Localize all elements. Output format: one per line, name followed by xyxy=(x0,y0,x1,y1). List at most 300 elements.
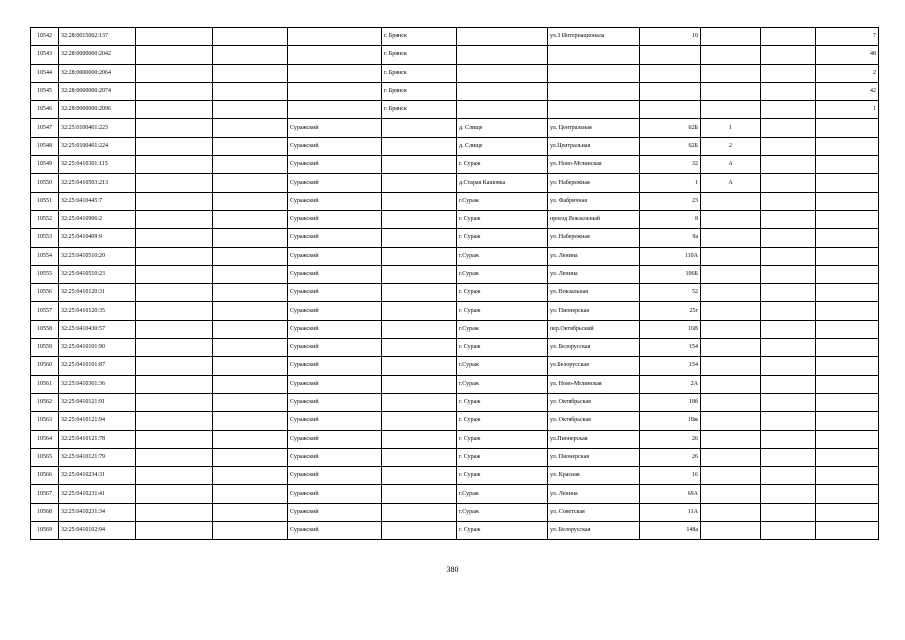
blank-cell-cell xyxy=(761,284,816,302)
cadastral-number-cell: 32:25:0410121:91 xyxy=(59,393,136,411)
apartment-number-cell xyxy=(816,412,879,430)
record-number-cell: 10568 xyxy=(31,503,59,521)
house-number-cell: 11А xyxy=(640,503,701,521)
blank-cell-cell xyxy=(213,448,288,466)
building-number-cell xyxy=(701,28,761,46)
city-cell xyxy=(382,174,457,192)
settlement-cell: г. Сураж xyxy=(457,412,548,430)
house-number-cell: 1 xyxy=(640,174,701,192)
apartment-number-cell xyxy=(816,448,879,466)
blank-cell-cell xyxy=(136,192,213,210)
building-number-cell xyxy=(701,467,761,485)
blank-cell-cell xyxy=(136,174,213,192)
city-cell xyxy=(382,522,457,540)
blank-cell-cell xyxy=(761,412,816,430)
blank-cell-cell xyxy=(136,412,213,430)
apartment-number-cell xyxy=(816,192,879,210)
house-number-cell: 9а xyxy=(640,229,701,247)
table-row xyxy=(31,192,879,210)
blank-cell-cell xyxy=(213,247,288,265)
table-row xyxy=(31,247,879,265)
blank-cell-cell xyxy=(761,101,816,119)
record-number-cell: 10560 xyxy=(31,357,59,375)
building-number-cell xyxy=(701,229,761,247)
blank-cell-cell xyxy=(136,46,213,64)
cadastral-number-cell: 32:25:0410121:79 xyxy=(59,448,136,466)
blank-cell-cell xyxy=(136,430,213,448)
settlement-cell: г.Сураж xyxy=(457,503,548,521)
blank-cell-cell xyxy=(213,101,288,119)
blank-cell-cell xyxy=(761,375,816,393)
district-cell xyxy=(288,101,382,119)
district-cell: Суражский xyxy=(288,485,382,503)
building-number-cell: 1 xyxy=(701,119,761,137)
district-cell: Суражский xyxy=(288,503,382,521)
building-number-cell xyxy=(701,522,761,540)
cadastral-number-cell: 32:25:0410301:36 xyxy=(59,375,136,393)
blank-cell-cell xyxy=(136,28,213,46)
blank-cell-cell xyxy=(213,522,288,540)
table-row xyxy=(31,393,879,411)
district-cell: Суражский xyxy=(288,393,382,411)
street-cell: ул. Фабричная xyxy=(548,192,640,210)
record-number-cell: 10546 xyxy=(31,101,59,119)
cadastral-number-cell: 32:25:0410120:31 xyxy=(59,284,136,302)
city-cell xyxy=(382,284,457,302)
record-number-cell: 10562 xyxy=(31,393,59,411)
city-cell xyxy=(382,137,457,155)
house-number-cell: 106Б xyxy=(640,265,701,283)
building-number-cell xyxy=(701,247,761,265)
city-cell xyxy=(382,503,457,521)
city-cell xyxy=(382,430,457,448)
house-number-cell: 23 xyxy=(640,192,701,210)
table-row xyxy=(31,430,879,448)
district-cell: Суражский xyxy=(288,448,382,466)
settlement-cell: г. Сураж xyxy=(457,284,548,302)
house-number-cell: 16В xyxy=(640,320,701,338)
city-cell xyxy=(382,412,457,430)
blank-cell-cell xyxy=(761,210,816,228)
cadastral-number-cell: 32:25:0100401:223 xyxy=(59,119,136,137)
apartment-number-cell xyxy=(816,229,879,247)
cadastral-number-cell: 32:25:0410120:35 xyxy=(59,302,136,320)
blank-cell-cell xyxy=(213,485,288,503)
settlement-cell xyxy=(457,101,548,119)
settlement-cell: г.Сураж xyxy=(457,247,548,265)
house-number-cell: 154 xyxy=(640,357,701,375)
street-cell: ул. Ново-Мглинская xyxy=(548,375,640,393)
apartment-number-cell xyxy=(816,284,879,302)
blank-cell-cell xyxy=(136,522,213,540)
cadastral-number-cell: 32:25:0410101:90 xyxy=(59,339,136,357)
building-number-cell xyxy=(701,412,761,430)
cadastral-number-cell: 32:25:0410231:41 xyxy=(59,485,136,503)
settlement-cell: г. Сураж xyxy=(457,302,548,320)
blank-cell-cell xyxy=(136,137,213,155)
settlement-cell: г. Сураж xyxy=(457,522,548,540)
settlement-cell: д. Слище xyxy=(457,137,548,155)
apartment-number-cell xyxy=(816,302,879,320)
apartment-number-cell xyxy=(816,467,879,485)
record-number-cell: 10542 xyxy=(31,28,59,46)
apartment-number-cell xyxy=(816,247,879,265)
apartment-number-cell: 48 xyxy=(816,46,879,64)
building-number-cell: А xyxy=(701,174,761,192)
city-cell xyxy=(382,192,457,210)
blank-cell-cell xyxy=(761,137,816,155)
table-row xyxy=(31,522,879,540)
blank-cell-cell xyxy=(136,101,213,119)
record-number-cell: 10543 xyxy=(31,46,59,64)
house-number-cell xyxy=(640,101,701,119)
city-cell xyxy=(382,119,457,137)
city-cell xyxy=(382,393,457,411)
cadastral-number-cell: 32:28:0000000:2074 xyxy=(59,82,136,100)
blank-cell-cell xyxy=(213,28,288,46)
cadastral-number-cell: 32:28:0000000:2096 xyxy=(59,101,136,119)
blank-cell-cell xyxy=(213,137,288,155)
settlement-cell: г.Сураж xyxy=(457,265,548,283)
blank-cell-cell xyxy=(136,375,213,393)
record-number-cell: 10559 xyxy=(31,339,59,357)
table-row xyxy=(31,265,879,283)
blank-cell-cell xyxy=(213,467,288,485)
blank-cell-cell xyxy=(136,119,213,137)
district-cell: Суражский xyxy=(288,357,382,375)
street-cell: ул. Центральная xyxy=(548,119,640,137)
blank-cell-cell xyxy=(761,119,816,137)
blank-cell-cell xyxy=(761,265,816,283)
city-cell xyxy=(382,302,457,320)
blank-cell-cell xyxy=(213,46,288,64)
blank-cell-cell xyxy=(136,156,213,174)
settlement-cell: г.Сураж xyxy=(457,320,548,338)
district-cell: Суражский xyxy=(288,192,382,210)
house-number-cell: 26 xyxy=(640,430,701,448)
record-number-cell: 10555 xyxy=(31,265,59,283)
house-number-cell: 62Б xyxy=(640,119,701,137)
cadastral-number-cell: 32:25:0410121:94 xyxy=(59,412,136,430)
settlement-cell: г. Сураж xyxy=(457,156,548,174)
settlement-cell xyxy=(457,46,548,64)
record-number-cell: 10548 xyxy=(31,137,59,155)
street-cell: ул. Октябрьская xyxy=(548,393,640,411)
district-cell: Суражский xyxy=(288,247,382,265)
building-number-cell xyxy=(701,448,761,466)
table-row xyxy=(31,119,879,137)
building-number-cell xyxy=(701,503,761,521)
blank-cell-cell xyxy=(136,247,213,265)
record-number-cell: 10550 xyxy=(31,174,59,192)
apartment-number-cell xyxy=(816,522,879,540)
table-row xyxy=(31,82,879,100)
house-number-cell: 52 xyxy=(640,284,701,302)
cadastral-number-cell: 32:25:0410231:34 xyxy=(59,503,136,521)
city-cell: г. Брянск xyxy=(382,46,457,64)
building-number-cell xyxy=(701,192,761,210)
cadastral-number-cell: 32:25:0410409:9 xyxy=(59,229,136,247)
blank-cell-cell xyxy=(136,82,213,100)
street-cell: ул. Ленина xyxy=(548,247,640,265)
blank-cell-cell xyxy=(213,284,288,302)
blank-cell-cell xyxy=(213,357,288,375)
street-cell: ул. Ленина xyxy=(548,485,640,503)
street-cell: ул. Советская xyxy=(548,503,640,521)
blank-cell-cell xyxy=(761,64,816,82)
apartment-number-cell: 7 xyxy=(816,28,879,46)
street-cell: ул. Ленина xyxy=(548,265,640,283)
apartment-number-cell xyxy=(816,210,879,228)
house-number-cell: 148а xyxy=(640,522,701,540)
table-row xyxy=(31,28,879,46)
apartment-number-cell xyxy=(816,174,879,192)
table-row xyxy=(31,339,879,357)
apartment-number-cell xyxy=(816,357,879,375)
district-cell: Суражский xyxy=(288,375,382,393)
city-cell xyxy=(382,229,457,247)
street-cell: ул. Пионерская xyxy=(548,302,640,320)
record-number-cell: 10551 xyxy=(31,192,59,210)
apartment-number-cell: 2 xyxy=(816,64,879,82)
blank-cell-cell xyxy=(136,265,213,283)
record-number-cell: 10552 xyxy=(31,210,59,228)
apartment-number-cell xyxy=(816,320,879,338)
cadastral-number-cell: 32:25:0410445:7 xyxy=(59,192,136,210)
table-row xyxy=(31,448,879,466)
apartment-number-cell xyxy=(816,156,879,174)
table-row xyxy=(31,210,879,228)
blank-cell-cell xyxy=(136,339,213,357)
settlement-cell xyxy=(457,28,548,46)
building-number-cell xyxy=(701,302,761,320)
blank-cell-cell xyxy=(136,393,213,411)
settlement-cell: д. Слище xyxy=(457,119,548,137)
district-cell: Суражский xyxy=(288,210,382,228)
blank-cell-cell xyxy=(761,46,816,64)
street-cell: ул. Красная xyxy=(548,467,640,485)
street-cell: ул.Белорусская xyxy=(548,357,640,375)
district-cell xyxy=(288,82,382,100)
settlement-cell xyxy=(457,64,548,82)
building-number-cell xyxy=(701,210,761,228)
street-cell xyxy=(548,101,640,119)
street-cell: ул. Набережная xyxy=(548,229,640,247)
house-number-cell: 154 xyxy=(640,339,701,357)
record-number-cell: 10547 xyxy=(31,119,59,137)
street-cell: ул. Октябрьская xyxy=(548,412,640,430)
blank-cell-cell xyxy=(136,210,213,228)
record-number-cell: 10544 xyxy=(31,64,59,82)
street-cell xyxy=(548,82,640,100)
blank-cell-cell xyxy=(213,339,288,357)
blank-cell-cell xyxy=(761,28,816,46)
street-cell: ул. Ново-Мглинская xyxy=(548,156,640,174)
table-row xyxy=(31,357,879,375)
street-cell: ул. Белорусская xyxy=(548,522,640,540)
cadastral-number-cell: 32:28:0015002:137 xyxy=(59,28,136,46)
record-number-cell: 10563 xyxy=(31,412,59,430)
blank-cell-cell xyxy=(136,485,213,503)
table-row xyxy=(31,467,879,485)
settlement-cell: г. Сураж xyxy=(457,393,548,411)
house-number-cell: 8 xyxy=(640,210,701,228)
blank-cell-cell xyxy=(761,320,816,338)
apartment-number-cell xyxy=(816,265,879,283)
city-cell xyxy=(382,265,457,283)
record-number-cell: 10549 xyxy=(31,156,59,174)
settlement-cell: г.Сураж xyxy=(457,485,548,503)
blank-cell-cell xyxy=(213,265,288,283)
building-number-cell xyxy=(701,375,761,393)
record-number-cell: 10558 xyxy=(31,320,59,338)
district-cell: Суражский xyxy=(288,339,382,357)
street-cell: ул.3 Интернационала xyxy=(548,28,640,46)
building-number-cell xyxy=(701,46,761,64)
apartment-number-cell xyxy=(816,393,879,411)
table-row xyxy=(31,46,879,64)
city-cell xyxy=(382,485,457,503)
apartment-number-cell: 42 xyxy=(816,82,879,100)
city-cell: г. Брянск xyxy=(382,28,457,46)
cadastral-number-cell: 32:25:0410906:2 xyxy=(59,210,136,228)
table-row xyxy=(31,302,879,320)
blank-cell-cell xyxy=(213,229,288,247)
table-row xyxy=(31,101,879,119)
house-number-cell xyxy=(640,46,701,64)
apartment-number-cell xyxy=(816,119,879,137)
record-number-cell: 10564 xyxy=(31,430,59,448)
building-number-cell xyxy=(701,265,761,283)
building-number-cell xyxy=(701,284,761,302)
blank-cell-cell xyxy=(761,393,816,411)
record-number-cell: 10569 xyxy=(31,522,59,540)
record-number-cell: 10566 xyxy=(31,467,59,485)
house-number-cell: 10 xyxy=(640,28,701,46)
apartment-number-cell xyxy=(816,485,879,503)
table-row xyxy=(31,284,879,302)
cadastral-number-cell: 32:25:0410101:87 xyxy=(59,357,136,375)
record-number-cell: 10554 xyxy=(31,247,59,265)
district-cell: Суражский xyxy=(288,467,382,485)
district-cell xyxy=(288,64,382,82)
record-number-cell: 10565 xyxy=(31,448,59,466)
table-row xyxy=(31,320,879,338)
apartment-number-cell xyxy=(816,137,879,155)
blank-cell-cell xyxy=(761,448,816,466)
record-number-cell: 10556 xyxy=(31,284,59,302)
street-cell: пер.Октябрьский xyxy=(548,320,640,338)
table-row xyxy=(31,156,879,174)
cadastral-number-cell: 32:25:0410234:31 xyxy=(59,467,136,485)
record-number-cell: 10567 xyxy=(31,485,59,503)
building-number-cell: 2 xyxy=(701,137,761,155)
building-number-cell: А xyxy=(701,156,761,174)
blank-cell-cell xyxy=(761,192,816,210)
cadastral-number-cell: 32:25:0100401:224 xyxy=(59,137,136,155)
cadastral-number-cell: 32:25:0410430:57 xyxy=(59,320,136,338)
district-cell: Суражский xyxy=(288,156,382,174)
city-cell xyxy=(382,375,457,393)
district-cell: Суражский xyxy=(288,522,382,540)
settlement-cell: г. Сураж xyxy=(457,339,548,357)
city-cell xyxy=(382,320,457,338)
blank-cell-cell xyxy=(761,229,816,247)
blank-cell-cell xyxy=(213,210,288,228)
table-row xyxy=(31,229,879,247)
blank-cell-cell xyxy=(213,64,288,82)
table-row xyxy=(31,503,879,521)
house-number-cell: 16 xyxy=(640,467,701,485)
settlement-cell: г.Сураж xyxy=(457,375,548,393)
city-cell xyxy=(382,210,457,228)
cadastral-number-cell: 32:25:0410301:115 xyxy=(59,156,136,174)
house-number-cell: 69А xyxy=(640,485,701,503)
blank-cell-cell xyxy=(761,522,816,540)
record-number-cell: 10561 xyxy=(31,375,59,393)
street-cell: ул.Пионерская xyxy=(548,430,640,448)
street-cell: ул. Набережная xyxy=(548,174,640,192)
blank-cell-cell xyxy=(761,339,816,357)
settlement-cell xyxy=(457,82,548,100)
cadastral-number-cell: 32:25:0410510:23 xyxy=(59,265,136,283)
settlement-cell: г. Сураж xyxy=(457,430,548,448)
house-number-cell: 32 xyxy=(640,156,701,174)
street-cell: ул. Пионерская xyxy=(548,448,640,466)
building-number-cell xyxy=(701,82,761,100)
table-body xyxy=(31,28,879,540)
blank-cell-cell xyxy=(761,357,816,375)
building-number-cell xyxy=(701,485,761,503)
blank-cell-cell xyxy=(761,247,816,265)
city-cell xyxy=(382,156,457,174)
street-cell: проезд Вокзальный xyxy=(548,210,640,228)
blank-cell-cell xyxy=(761,503,816,521)
blank-cell-cell xyxy=(761,156,816,174)
table-row xyxy=(31,64,879,82)
settlement-cell: г. Сураж xyxy=(457,448,548,466)
table-row xyxy=(31,137,879,155)
cadastral-number-cell: 32:25:0410121:78 xyxy=(59,430,136,448)
district-cell: Суражский xyxy=(288,265,382,283)
record-number-cell: 10545 xyxy=(31,82,59,100)
table-row xyxy=(31,174,879,192)
city-cell xyxy=(382,357,457,375)
blank-cell-cell xyxy=(761,467,816,485)
city-cell xyxy=(382,448,457,466)
district-cell: Суражский xyxy=(288,320,382,338)
cadastral-number-cell: 32:28:0000000:2042 xyxy=(59,46,136,64)
district-cell: Суражский xyxy=(288,430,382,448)
house-number-cell: 26 xyxy=(640,448,701,466)
cadastral-number-cell: 32:25:0410510:20 xyxy=(59,247,136,265)
building-number-cell xyxy=(701,430,761,448)
blank-cell-cell xyxy=(213,302,288,320)
blank-cell-cell xyxy=(136,320,213,338)
blank-cell-cell xyxy=(213,375,288,393)
blank-cell-cell xyxy=(213,393,288,411)
district-cell: Суражский xyxy=(288,119,382,137)
city-cell xyxy=(382,339,457,357)
blank-cell-cell xyxy=(136,302,213,320)
building-number-cell xyxy=(701,320,761,338)
cadastral-number-cell: 32:28:0000000:2064 xyxy=(59,64,136,82)
apartment-number-cell: 1 xyxy=(816,101,879,119)
district-cell: Суражский xyxy=(288,229,382,247)
settlement-cell: г.Сураж xyxy=(457,192,548,210)
street-cell: ул. Белорусская xyxy=(548,339,640,357)
district-cell xyxy=(288,28,382,46)
